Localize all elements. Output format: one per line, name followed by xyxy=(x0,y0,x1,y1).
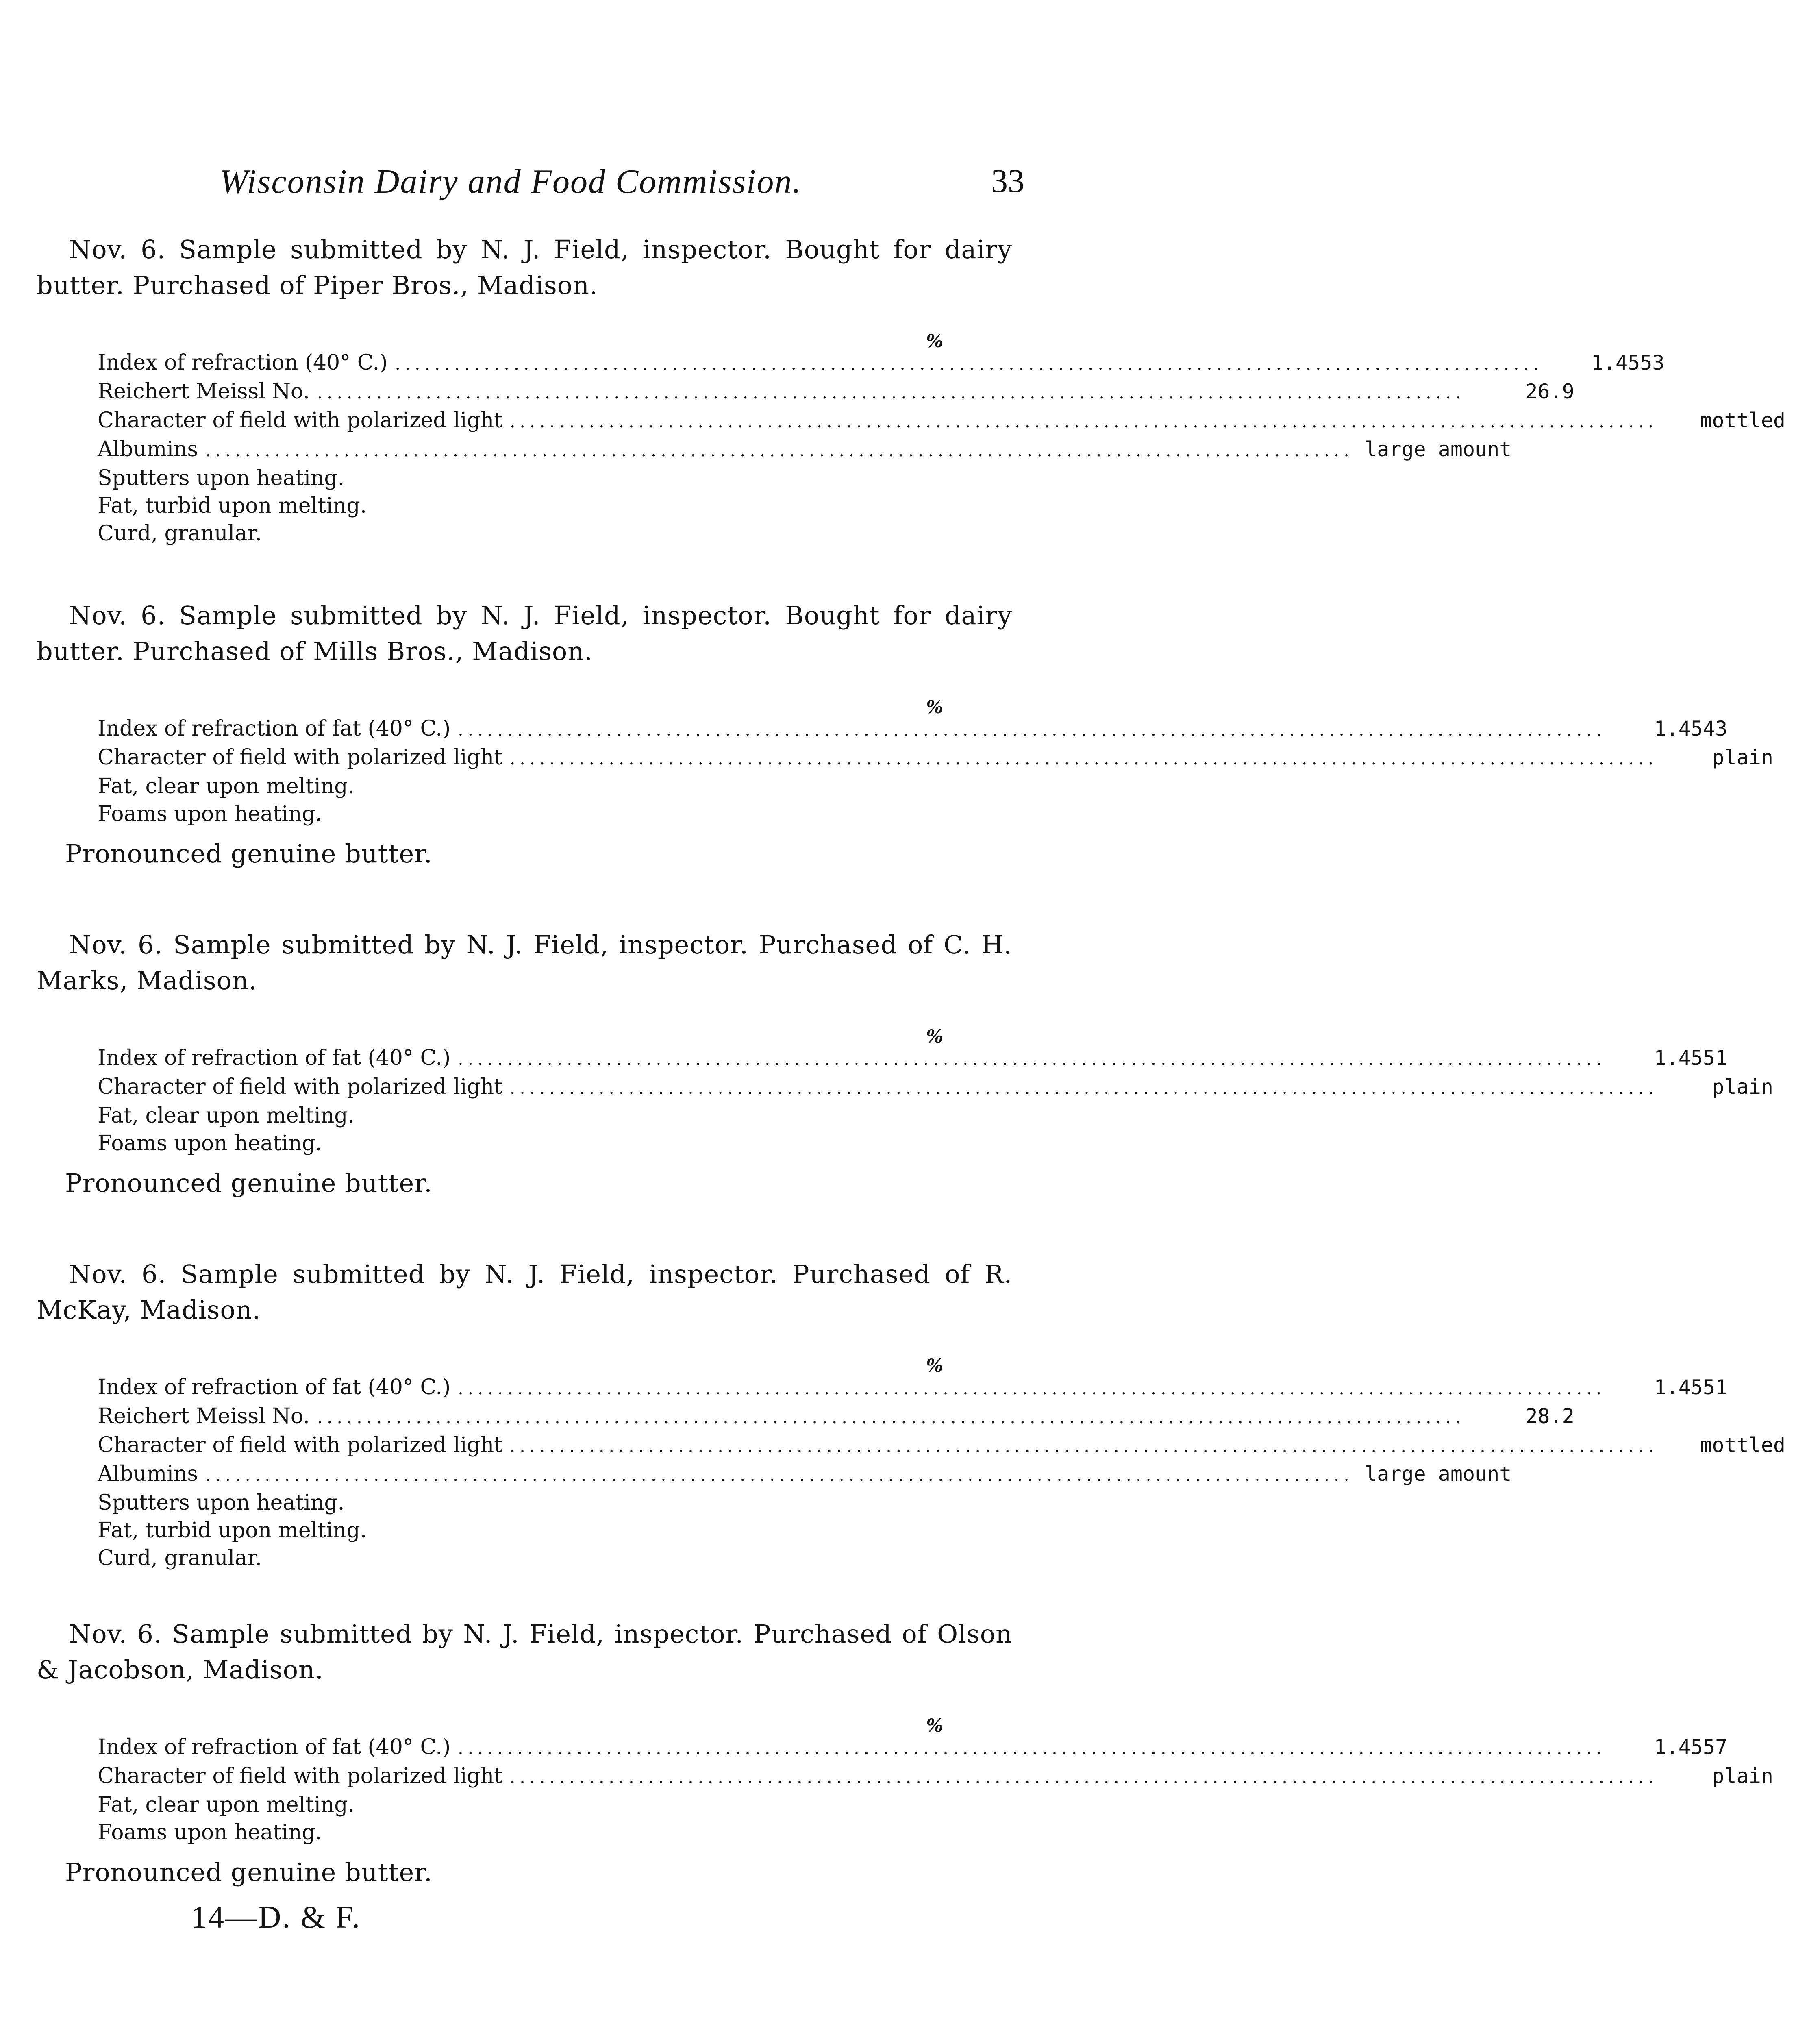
percent-column-header xyxy=(98,694,1004,718)
page-number: 33 xyxy=(991,162,1024,199)
measurement-row xyxy=(98,715,1728,744)
measurement-row xyxy=(98,378,1574,407)
measurement-value: plain xyxy=(1712,1075,1773,1099)
observation-note: Sputters upon heating. xyxy=(98,1491,345,1515)
measurement-row xyxy=(98,1431,1786,1460)
entry-conclusion: Pronounced genuine butter. xyxy=(65,839,433,868)
measurement-row xyxy=(98,1073,1773,1102)
measurement-label: Character of field with polarized light xyxy=(98,1764,502,1788)
entry-conclusion: Pronounced genuine butter. xyxy=(65,1857,433,1887)
percent-column-header xyxy=(98,1712,1004,1736)
measurement-label: Index of refraction of fat (40° C.) xyxy=(98,716,451,741)
percent-symbol: % xyxy=(926,331,943,352)
dot-leader: .................................................................................................................... xyxy=(205,440,1354,460)
signature-mark: 14—D. & F. xyxy=(191,1899,361,1935)
observation-note: Foams upon heating. xyxy=(98,1820,322,1845)
measurement-value: mottled xyxy=(1700,1433,1786,1457)
entry-intro: Nov. 6. Sample submitted by N. J. Field, inspector. Bought for dairy butter. Purchased of Mills Bros., Madison. xyxy=(37,601,1012,666)
page-header xyxy=(220,162,1024,207)
sample-entry xyxy=(37,1256,1786,1572)
measurement-row xyxy=(98,1762,1773,1791)
measurement-list xyxy=(98,1023,1773,1157)
measurement-row xyxy=(98,1402,1574,1431)
measurement-label: Index of refraction (40° C.) xyxy=(98,350,388,375)
dot-leader: .................................................................................................................... xyxy=(458,720,1606,740)
measurement-label: Index of refraction of fat (40° C.) xyxy=(98,1375,451,1400)
measurement-row xyxy=(98,1733,1728,1762)
measurement-value: large amount xyxy=(1365,438,1512,461)
measurement-row xyxy=(98,435,1512,464)
observation-note: Fat, turbid upon melting. xyxy=(98,494,367,518)
measurement-label: Character of field with polarized light xyxy=(98,1433,502,1457)
percent-symbol: % xyxy=(926,1356,943,1376)
dot-leader: .................................................................................................................... xyxy=(510,749,1658,768)
observation-note: Sputters upon heating. xyxy=(98,466,345,490)
observation-note: Fat, clear upon melting. xyxy=(98,1793,355,1817)
measurement-label: Index of refraction of fat (40° C.) xyxy=(98,1735,451,1759)
entry-intro: Nov. 6. Sample submitted by N. J. Field, inspector. Bought for dairy butter. Purchased of Piper Bros., Madison. xyxy=(37,235,1012,300)
dot-leader: .................................................................................................................... xyxy=(317,383,1466,403)
measurement-value: mottled xyxy=(1700,409,1786,432)
measurement-label: Albumins xyxy=(98,1462,198,1486)
entry-intro: Nov. 6. Sample submitted by N. J. Field, inspector. Purchased of Olson & Jacobson, Madison. xyxy=(37,1619,1012,1685)
entry-intro: Nov. 6. Sample submitted by N. J. Field, inspector. Purchased of R. McKay, Madison. xyxy=(37,1259,1012,1325)
dot-leader: .................................................................................................................... xyxy=(510,1767,1658,1787)
measurement-row xyxy=(98,744,1773,773)
measurement-list xyxy=(98,1352,1786,1572)
percent-column-header xyxy=(98,1023,1004,1047)
dot-leader: .................................................................................................................... xyxy=(458,1738,1606,1758)
running-title: Wisconsin Dairy and Food Commission. xyxy=(220,163,802,200)
observation-note: Fat, clear upon melting. xyxy=(98,774,355,799)
measurement-label: Reichert Meissl No. xyxy=(98,1404,310,1428)
dot-leader: .................................................................................................................... xyxy=(395,354,1544,374)
measurement-row xyxy=(98,407,1786,435)
measurement-value: 1.4557 xyxy=(1654,1735,1728,1759)
measurement-value: 1.4551 xyxy=(1654,1376,1728,1399)
observation-note: Fat, turbid upon melting. xyxy=(98,1518,367,1543)
measurement-label: Character of field with polarized light xyxy=(98,408,502,433)
measurement-list xyxy=(98,694,1773,828)
observation-note: Foams upon heating. xyxy=(98,1131,322,1156)
dot-leader: .................................................................................................................... xyxy=(458,1049,1606,1069)
measurement-value: plain xyxy=(1712,746,1773,769)
measurement-label: Character of field with polarized light xyxy=(98,1075,502,1099)
measurement-row xyxy=(98,1044,1728,1073)
measurement-list xyxy=(98,328,1786,547)
observation-note: Curd, granular. xyxy=(98,521,262,546)
measurement-value: large amount xyxy=(1365,1462,1512,1486)
measurement-value: 28.2 xyxy=(1525,1404,1574,1428)
measurement-row xyxy=(98,1373,1728,1402)
percent-column-header xyxy=(98,1352,1004,1376)
dot-leader: .................................................................................................................... xyxy=(205,1465,1354,1485)
measurement-label: Index of refraction of fat (40° C.) xyxy=(98,1046,451,1070)
dot-leader: .................................................................................................................... xyxy=(458,1378,1606,1398)
measurement-row xyxy=(98,1460,1512,1489)
entry-intro: Nov. 6. Sample submitted by N. J. Field, inspector. Purchased of C. H. Marks, Madison. xyxy=(37,930,1012,995)
measurement-row xyxy=(98,349,1665,378)
observation-note: Fat, clear upon melting. xyxy=(98,1104,355,1128)
sample-entry xyxy=(37,598,1773,872)
percent-symbol: % xyxy=(926,697,943,718)
sample-entry xyxy=(37,232,1786,547)
measurement-list xyxy=(98,1712,1773,1846)
observation-note: Curd, granular. xyxy=(98,1546,262,1570)
measurement-value: 26.9 xyxy=(1525,380,1574,403)
dot-leader: .................................................................................................................... xyxy=(510,1436,1658,1456)
measurement-value: plain xyxy=(1712,1764,1773,1788)
entry-conclusion: Pronounced genuine butter. xyxy=(65,1168,433,1198)
measurement-value: 1.4543 xyxy=(1654,717,1728,740)
measurement-value: 1.4551 xyxy=(1654,1046,1728,1070)
measurement-label: Reichert Meissl No. xyxy=(98,379,310,404)
measurement-label: Albumins xyxy=(98,437,198,461)
measurement-label: Character of field with polarized light xyxy=(98,745,502,770)
observation-note: Foams upon heating. xyxy=(98,802,322,826)
percent-symbol: % xyxy=(926,1026,943,1047)
dot-leader: .................................................................................................................... xyxy=(510,1078,1658,1098)
dot-leader: .................................................................................................................... xyxy=(510,411,1658,431)
sample-entry xyxy=(37,1616,1773,1890)
percent-symbol: % xyxy=(926,1715,943,1736)
dot-leader: .................................................................................................................... xyxy=(317,1407,1466,1427)
sample-entry xyxy=(37,927,1773,1201)
measurement-value: 1.4553 xyxy=(1591,351,1665,374)
percent-column-header xyxy=(98,328,1004,352)
